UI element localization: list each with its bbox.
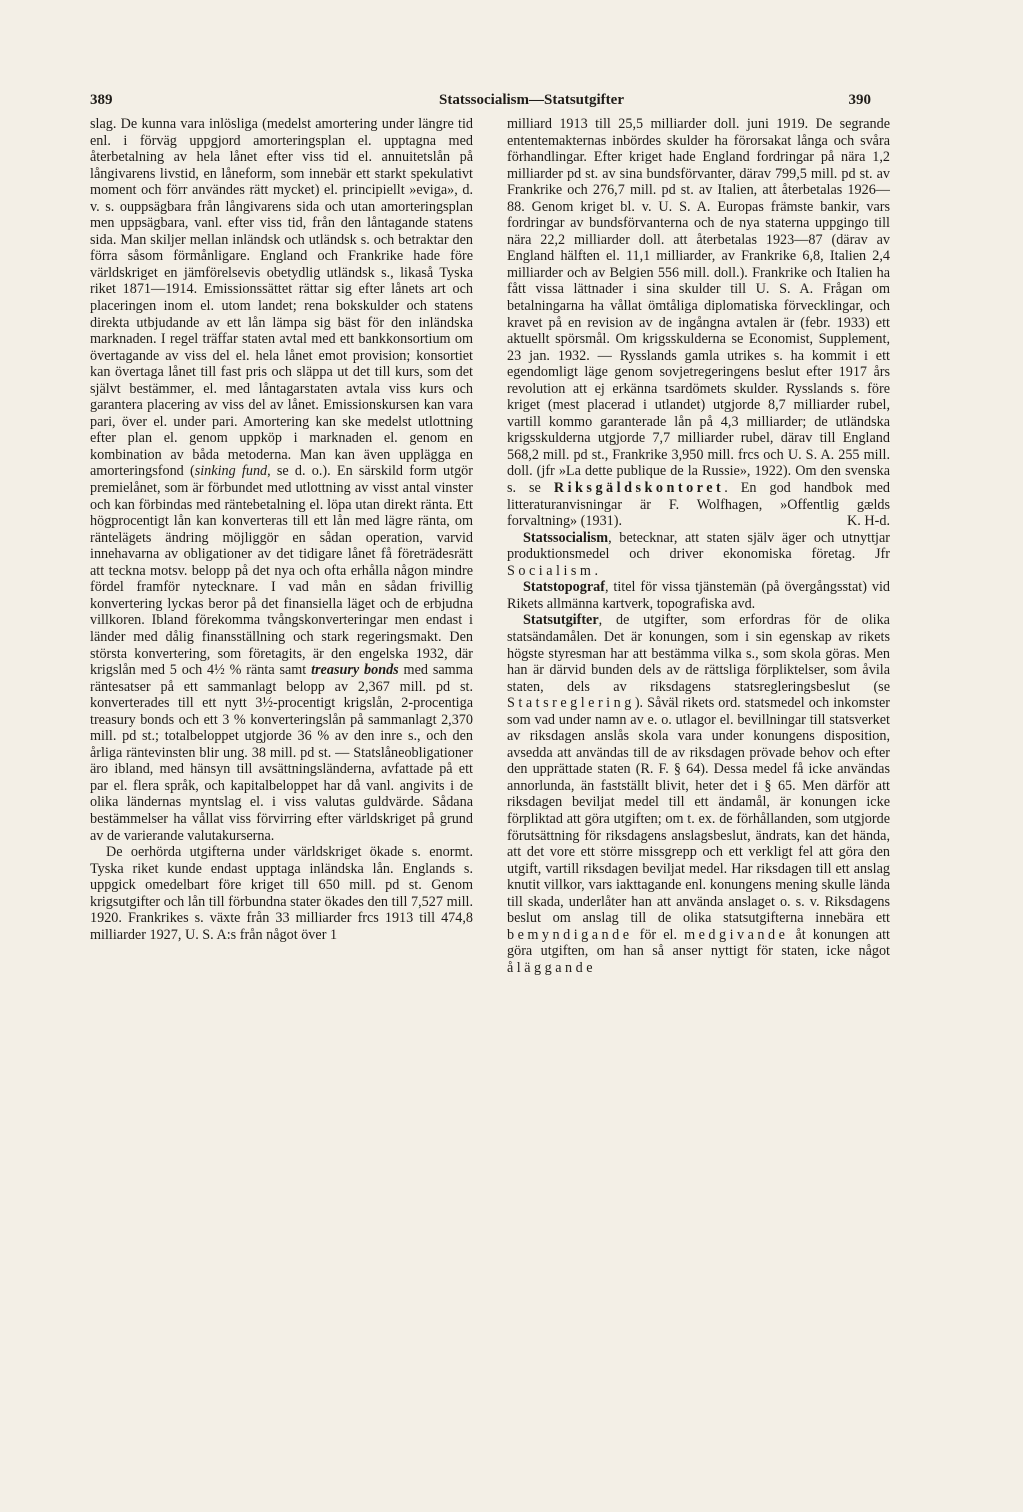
spaced-cross-reference: Socialism (507, 562, 595, 579)
running-title: Statssocialism—Statsutgifter (439, 92, 624, 108)
text-run: med samma räntesatser på ett sammanlagt belopp av 2,367 mill. pd st. konverterades till ett nytt 3½-procentigt krigslån, 2-procentiga treasury bonds och ett 3 % konverteringslån på sammanlagt 2,370 mill. pd st.; totalbeloppet utgjorde 36 % av den inre s., och den årliga räntevinsten blir ung. 38 mill. pd st. — Statslåneobligationer äro ibland, med hänsyn till avsättningsländerna, avfattade på ett par el. flera språk, och kapitalbeloppet har då vanl. angivits i de olika ländernas myntslag el. i viss valutas guldvärde. Sådana bestämmelser ha vållat viss förvirring efter världskriget på grund av de varierande valutakurserna. (90, 662, 473, 844)
text-run: . (594, 562, 599, 579)
right-column (507, 116, 890, 976)
left-column (90, 116, 473, 943)
left-paragraph-1 (90, 116, 473, 844)
running-header (0, 92, 1023, 114)
spaced-term: medgivande (684, 926, 789, 943)
page-number-left: 389 (90, 92, 113, 108)
text-run: , se d. o.). En särskild form utgör premielånet, som är förbundet med utlottning av visst antal vinster och kan förbindas med räntebetalning el. löpa utan direkt ränta. Ett högprocentigt lån kan konverteras till ett lån med lägre ränta, om räntelägets ändring möjliggör en sådan operation, varvid innehavarna av obligationer av det tidigare lånet få företrädesrätt att teckna motsv. belopp på det nya och ofta erhålla någon mindre fördel framför nytecknare. I vad mån en sådan frivillig konvertering lyckas beror på det finansiella läget och de erbjudna villkoren. Ibland förekomma tvångskonverteringar men endast i länder med dålig finansställning och stark regeringsmakt. Den största konvertering, som företagits, är den engelska 1932, där krigslån med 5 och 4½ % ränta samt (90, 463, 473, 679)
text-run: åt konungen att göra utgiften, om han så anser nyttigt för staten, icke något (507, 926, 890, 960)
text-run: . En god handbok med litteraturanvisningar är F. Wolfhagen, »Offentlig gælds forvaltning» (1931). (507, 480, 891, 530)
spaced-term: bemyndigande (507, 926, 633, 943)
entry-headword: Statssocialism (523, 529, 609, 546)
author-signature: K. H-d. (847, 513, 890, 530)
text-run: , de utgifter, som erfordras för de olika statsändamålen. Det är konungen, som i sin egenskap av rikets högste styresman har att bestämma vilka s., som skola göras. Men han är därvid bunden dels av de rättsliga förpliktelser, som åvila staten, dels av riksdagens statsregleringsbeslut (se (507, 612, 890, 695)
spaced-cross-reference: Statsreglering (507, 695, 635, 712)
text-run: för el. (632, 926, 685, 943)
text-run: , betecknar, att staten själv äger och utnyttjar produktionsmedel och driver ekonomiska företag. Jfr (507, 529, 890, 563)
text-run: , titel för vissa tjänstemän (på övergångsstat) vid Rikets allmänna kartverk, topografiska avd. (507, 579, 890, 612)
right-paragraph-1 (507, 116, 890, 530)
text-run: ). Såväl rikets ord. statsmedel och inkomster som vad under namn av e. o. utlagor el. bevillningar till statsverket av riksdagen anslås skola vara under konungens disposition, avsedda att användas till de av riksdagen prövade behov och efter den upprättade staten (R. F. § 64). Dessa medel få icke användas annorlunda, än fastställt blivit, heter det i § 65. Men därför att riksdagen beviljat medel till ett ändamål, är konungen icke förpliktad att göra utgiften; om t. ex. de förhållanden, som utgjorde förutsättning för riksdagens anslagsbeslut, ändrats, kan det hända, att det vore ett större missgrepp och ett verkligt fel att göra den utgift, vartill riksdagen beviljat medel. Har riksdagen till ett anslag knutit villkor, vars iakttagande enl. konungens mening skulle lända till skada, underlåter han att använda anslaget o. s. v. Riksdagens beslut om anslag till de olika statsutgifterna innebära ett (507, 695, 890, 927)
text-run: milliard 1913 till 25,5 milliarder doll. juni 1919. De segrande ententemakternas inbördes skulder ha förorsakat långa och svåra förhandlingar. Efter kriget hade England fordringar på nära 1,2 milliarder pd st. av sina bundsförvanter, därav 799,5 mill. pd st. av Frankrike och 276,7 mill. pd st. av Italien, att återbetalas 1926—88. Genom kriget bl. v. U. S. A. Europas främste bankir, vars fordringar av bundsförvanterna och de nya staterna uppgingo till nära 22,2 milliarder doll. att återbetalas 1923—87 (därav av England hälften el. 11,1 milliarder, av Frankrike 6,8, Italien 2,4 milliarder och av Belgien 556 mill. doll.). Frankrike och Italien ha fått vissa lättnader i sina skulder till U. S. A. Frågan om betalningarna ha vållat ömtåliga diplomatiska förvecklingar, och kravet på en revision av de ingångna avtalen är (febr. 1933) ett aktuellt spörsmål. Om krigsskulderna se Economist, Supplement, 23 jan. 1932. — Rysslands gamla utrikes s. ha kommit i ett egendomligt läge genom sovjetregeringens beslut efter 1917 års revolution att ej erkänna tsardömets skulder. Rysslands s. före kriget (mest placerad i utlandet) utgjorde 8,7 milliarder rubel, vartill kommo garanterade lån på 4,3 milliarder; de utländska krigsskulderna utgjorde 7,7 milliarder rubel, därav till England 568,2 mill. pd st., Frankrike 3,950 mill. frcs och U. S. A. 255 mill. doll. (jfr »La dette publique de la Russie», 1922). Om den svenska s. se (507, 116, 890, 497)
italic-term: treasury bonds (311, 662, 399, 679)
entry-statsutgifter (507, 612, 890, 976)
left-paragraph-2: De oerhörda utgifterna under världskriget ökade s. enormt. Tyska riket kunde endast upptaga inländska lån. Englands s. uppgick omedelbart före kriget till 650 mill. pd st. Genom krigsutgifter och lån till förbundna stater ökades den till 7,527 mill. 1920. Frankrikes s. växte från 33 milliarder frcs 1913 till 474,8 milliarder 1927, U. S. A:s från något över 1 (90, 844, 473, 943)
text-run: slag. De kunna vara inlösliga (medelst amortering under längre tid enl. i förväg uppgjord amorteringsplan el. upptagna med återbetalning av hela lånet efter viss tid el. annuitetslån på långivarens livstid, en låneform, som innebär ett starkt spekulativt moment och förr användes rätt mycket) el. principiellt »eviga», d. v. s. ouppsägbara från långivarens sida och utan amorteringsplan men uppsägbara, vanl. efter viss tid, från den låntagande statens sida. Man skiljer mellan inländsk och utländsk s. och betraktar den förra såsom förmånligare. England och Frankrike hade före världskriget en jämförelsevis obetydlig utländsk s., likaså Tyska riket 1871—1914. Emissionssättet rättar sig efter lånets art och placeringen inom el. utom landet; rena bokskulder och statens direkta utbjudande av ett lån lämpa sig bäst för den inländska marknaden. I regel träffar staten avtal med ett bankkonsortium om övertagande av viss del el. hela lånet emot provision; konsortiet kan övertaga lånet till fast pris och släppa ut det till kurs, som det självt bestämmer, el. med låntagarstaten avtala viss kurs och garantera placering av viss del av lånet. Emissionskursen kan vara pari, över el. under pari. Amortering kan ske medelst utlottning efter plan el. genom uppköp i marknaden el. genom en kombination av båda metoderna. Man kan även uppläggа en amorteringsfond ( (90, 116, 473, 480)
entry-statstopograf (507, 579, 890, 612)
italic-term: sinking fund (194, 463, 268, 480)
spaced-cross-reference: Riksgäldskontoret (553, 480, 725, 497)
entry-headword: Statsutgifter (523, 612, 599, 629)
spaced-term: åläggande (507, 959, 597, 976)
page-number-right: 390 (848, 92, 871, 108)
entry-statssocialism (507, 530, 890, 580)
entry-headword: Statstopograf (523, 579, 605, 596)
